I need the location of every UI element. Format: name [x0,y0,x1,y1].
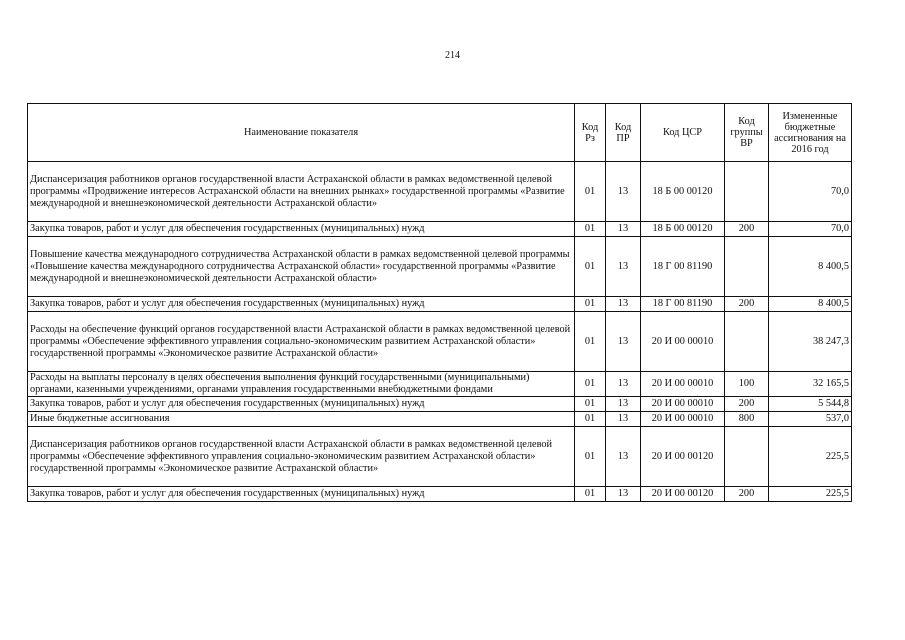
cell-vr: 200 [725,297,769,312]
cell-amount: 70,0 [769,162,852,222]
cell-name: Повышение качества международного сотрудничества Астраханской области в рамках ведомственной целевой программы «Повышение качества международного сотрудничества Астраханской области» государственной программы «Развитие международной и внешнеэкономической деятельности Астраханской области» [28,237,575,297]
cell-amount: 537,0 [769,412,852,427]
cell-csr: 20 И 00 00120 [641,427,725,487]
cell-pr: 13 [606,162,641,222]
cell-vr: 800 [725,412,769,427]
cell-vr: 200 [725,487,769,502]
cell-rz: 01 [575,237,606,297]
cell-pr: 13 [606,222,641,237]
header-rz: Код Рз [575,104,606,162]
cell-rz: 01 [575,312,606,372]
cell-vr [725,237,769,297]
table-row [28,297,852,312]
cell-name: Расходы на обеспечение функций органов государственной власти Астраханской области в рамках ведомственной целевой программы «Обеспечение эффективного управления социально-экономическим развитием Астраханской области» государственной программы «Экономическое развитие Астраханской области» [28,312,575,372]
cell-name: Диспансеризация работников органов государственной власти Астраханской области в рамках ведомственной целевой программы «Продвижение интересов Астраханской области на внешних рынках» государственной программы «Развитие международной и внешнеэкономической деятельности Астраханской области» [28,162,575,222]
cell-amount: 225,5 [769,427,852,487]
cell-rz: 01 [575,297,606,312]
cell-amount: 5 544,8 [769,397,852,412]
cell-vr [725,312,769,372]
table-row [28,412,852,427]
cell-csr: 20 И 00 00010 [641,397,725,412]
cell-pr: 13 [606,397,641,412]
cell-name: Закупка товаров, работ и услуг для обеспечения государственных (муниципальных) нужд [28,397,575,412]
cell-name: Закупка товаров, работ и услуг для обеспечения государственных (муниципальных) нужд [28,297,575,312]
table-row [28,222,852,237]
cell-vr: 200 [725,397,769,412]
cell-rz: 01 [575,162,606,222]
cell-amount: 8 400,5 [769,237,852,297]
cell-pr: 13 [606,412,641,427]
cell-rz: 01 [575,427,606,487]
table-row [28,372,852,397]
table-row [28,312,852,372]
cell-rz: 01 [575,487,606,502]
cell-name: Расходы на выплаты персоналу в целях обеспечения выполнения функций государственными (муниципальными) органами, казенными учреждениями, органами управления государственными внебюджетными фондами [28,372,575,397]
cell-csr: 20 И 00 00010 [641,412,725,427]
cell-csr: 20 И 00 00010 [641,372,725,397]
cell-pr: 13 [606,297,641,312]
cell-pr: 13 [606,237,641,297]
cell-name: Иные бюджетные ассигнования [28,412,575,427]
table-row [28,427,852,487]
cell-name: Диспансеризация работников органов государственной власти Астраханской области в рамках ведомственной целевой программы «Обеспечение эффективного управления социально-экономическим развитием Астраханской области» государственной программы «Экономическое развитие Астраханской области» [28,427,575,487]
cell-name: Закупка товаров, работ и услуг для обеспечения государственных (муниципальных) нужд [28,222,575,237]
cell-pr: 13 [606,372,641,397]
cell-rz: 01 [575,412,606,427]
cell-amount: 38 247,3 [769,312,852,372]
cell-csr: 18 Б 00 00120 [641,222,725,237]
table-row [28,237,852,297]
header-vr: Код группы ВР [725,104,769,162]
header-amount: Измененные бюджетные ассигнования на 2016 год [769,104,852,162]
header-name: Наименование показателя [28,104,575,162]
header-csr: Код ЦСР [641,104,725,162]
budget-table [27,103,852,502]
cell-rz: 01 [575,372,606,397]
cell-name: Закупка товаров, работ и услуг для обеспечения государственных (муниципальных) нужд [28,487,575,502]
cell-amount: 8 400,5 [769,297,852,312]
cell-vr [725,162,769,222]
cell-csr: 18 Г 00 81190 [641,297,725,312]
cell-pr: 13 [606,487,641,502]
cell-rz: 01 [575,222,606,237]
cell-csr: 20 И 00 00120 [641,487,725,502]
cell-csr: 18 Б 00 00120 [641,162,725,222]
cell-amount: 32 165,5 [769,372,852,397]
cell-amount: 225,5 [769,487,852,502]
table-row [28,487,852,502]
cell-vr: 100 [725,372,769,397]
cell-vr: 200 [725,222,769,237]
table-row [28,397,852,412]
cell-pr: 13 [606,427,641,487]
header-pr: Код ПР [606,104,641,162]
cell-pr: 13 [606,312,641,372]
cell-csr: 18 Г 00 81190 [641,237,725,297]
table-row [28,162,852,222]
cell-rz: 01 [575,397,606,412]
cell-csr: 20 И 00 00010 [641,312,725,372]
page-number: 214 [445,50,460,61]
cell-vr [725,427,769,487]
table-header-row [28,104,852,162]
cell-amount: 70,0 [769,222,852,237]
